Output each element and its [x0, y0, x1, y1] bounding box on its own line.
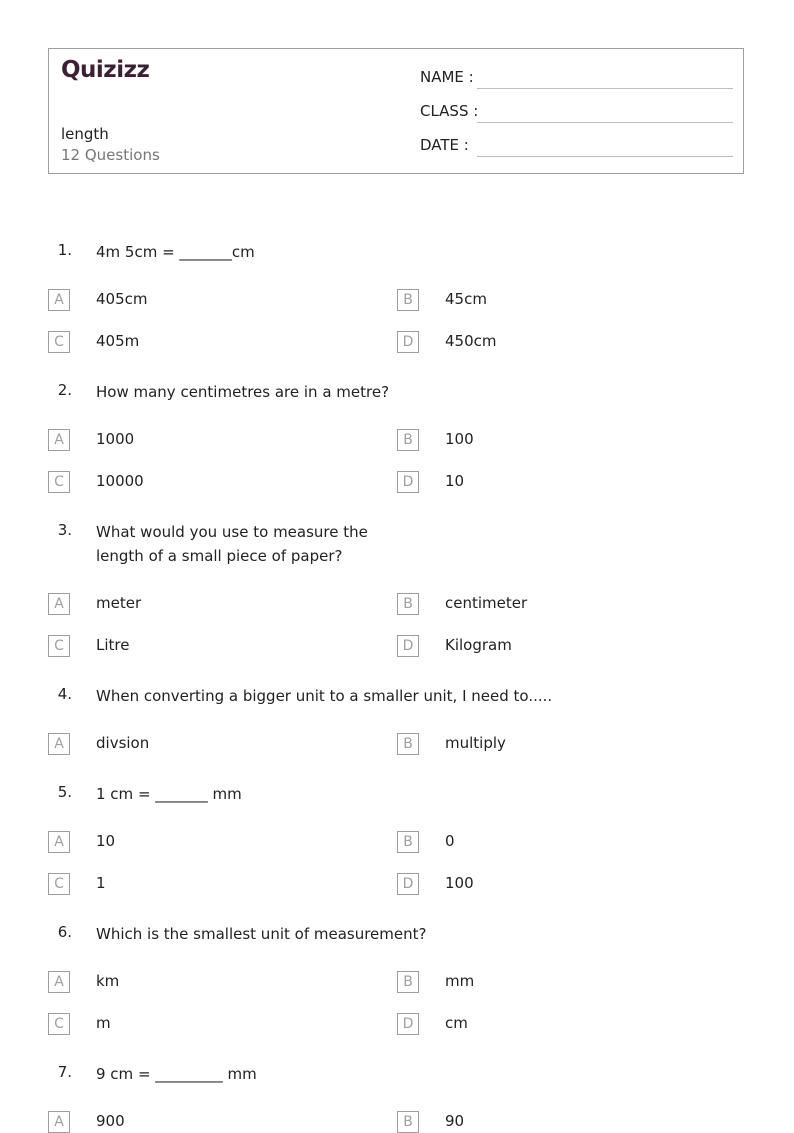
question-text: When converting a bigger unit to a smaller unit, I need to..... — [96, 687, 553, 705]
worksheet-header — [48, 48, 744, 174]
option-c-text: 10000 — [96, 472, 144, 490]
date-line — [477, 156, 733, 157]
option-c-text: Litre — [96, 636, 130, 654]
question-number: 7. — [57, 1063, 72, 1081]
question-number: 4. — [57, 685, 72, 703]
option-d-text: Kilogram — [445, 636, 512, 654]
option-d-text: cm — [445, 1014, 468, 1032]
option-a-box[interactable]: A — [48, 593, 70, 615]
option-a-box[interactable]: A — [48, 289, 70, 311]
option-a-text: divsion — [96, 734, 150, 752]
option-a-box[interactable]: A — [48, 733, 70, 755]
question-text: How many centimetres are in a metre? — [96, 383, 390, 401]
question-number: 2. — [57, 381, 72, 399]
option-b-box[interactable]: B — [397, 1111, 419, 1133]
option-b-text: 45cm — [445, 290, 487, 308]
question-number: 6. — [57, 923, 72, 941]
option-b-box[interactable]: B — [397, 429, 419, 451]
name-label: NAME : — [420, 68, 474, 86]
option-b-text: 90 — [445, 1112, 465, 1130]
question-text: 1 cm = _______ mm — [96, 785, 242, 803]
option-a-box[interactable]: A — [48, 429, 70, 451]
option-a-text: 900 — [96, 1112, 125, 1130]
date-field[interactable] — [420, 136, 733, 158]
question-number: 3. — [57, 521, 72, 539]
option-a-text: km — [96, 972, 120, 990]
class-field[interactable] — [420, 102, 733, 124]
question-count: 12 Questions — [61, 146, 160, 164]
class-label: CLASS : — [420, 102, 479, 120]
option-c-text: 405m — [96, 332, 140, 350]
option-c-box[interactable]: C — [48, 471, 70, 493]
option-d-box[interactable]: D — [397, 331, 419, 353]
option-a-text: 1000 — [96, 430, 135, 448]
option-a-text: 405cm — [96, 290, 148, 308]
question-text: What would you use to measure the length of a small piece of paper? — [96, 523, 368, 565]
option-d-text: 10 — [445, 472, 465, 490]
question-number: 5. — [57, 783, 72, 801]
worksheet-title: length — [61, 125, 109, 143]
name-line — [477, 88, 733, 89]
option-d-box[interactable]: D — [397, 471, 419, 493]
option-b-box[interactable]: B — [397, 289, 419, 311]
option-b-text: mm — [445, 972, 475, 990]
option-c-text: 1 — [96, 874, 106, 892]
option-c-box[interactable]: C — [48, 331, 70, 353]
option-b-text: 100 — [445, 430, 474, 448]
option-c-text: m — [96, 1014, 111, 1032]
option-b-box[interactable]: B — [397, 593, 419, 615]
option-b-text: centimeter — [445, 594, 528, 612]
quizizz-logo: Quizizz — [61, 57, 150, 83]
question-text: Which is the smallest unit of measurement? — [96, 925, 427, 943]
option-d-box[interactable]: D — [397, 873, 419, 895]
option-a-box[interactable]: A — [48, 971, 70, 993]
option-d-text: 450cm — [445, 332, 497, 350]
option-b-text: 0 — [445, 832, 455, 850]
date-label: DATE : — [420, 136, 469, 154]
name-field[interactable] — [420, 68, 733, 90]
question-text: 9 cm = _________ mm — [96, 1065, 257, 1083]
option-d-box[interactable]: D — [397, 635, 419, 657]
option-b-box[interactable]: B — [397, 971, 419, 993]
option-c-box[interactable]: C — [48, 635, 70, 657]
option-a-text: 10 — [96, 832, 116, 850]
option-a-box[interactable]: A — [48, 831, 70, 853]
option-d-text: 100 — [445, 874, 474, 892]
option-c-box[interactable]: C — [48, 873, 70, 895]
question-number: 1. — [57, 241, 72, 259]
option-b-box[interactable]: B — [397, 831, 419, 853]
option-a-box[interactable]: A — [48, 1111, 70, 1133]
option-b-box[interactable]: B — [397, 733, 419, 755]
option-c-box[interactable]: C — [48, 1013, 70, 1035]
option-b-text: multiply — [445, 734, 506, 752]
question-text: 4m 5cm = _______cm — [96, 243, 255, 261]
option-a-text: meter — [96, 594, 142, 612]
option-d-box[interactable]: D — [397, 1013, 419, 1035]
class-line — [477, 122, 733, 123]
